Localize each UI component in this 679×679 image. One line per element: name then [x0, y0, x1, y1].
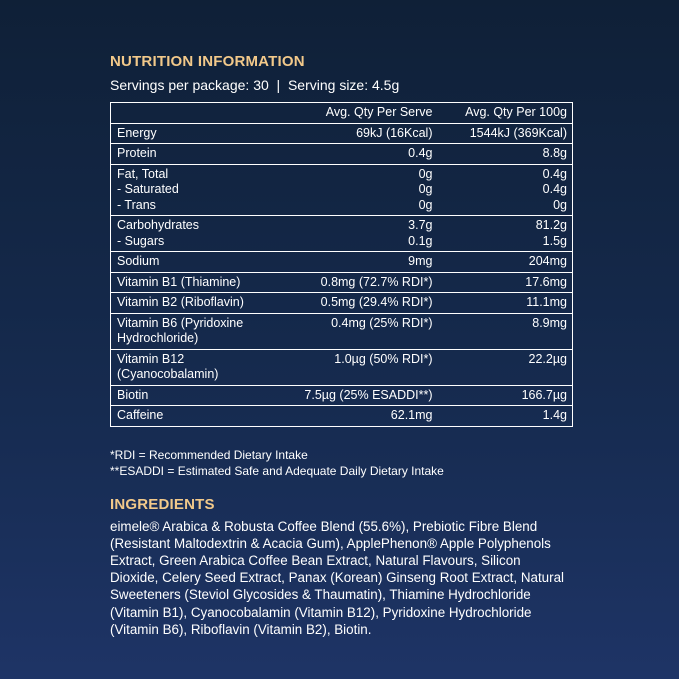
per-serve-value	[279, 406, 438, 427]
per-100g-value-line: 8.9mg	[532, 315, 567, 330]
nutrient-label	[111, 349, 279, 385]
per-100g-value	[438, 385, 573, 406]
per-100g-value-line: 0g	[553, 197, 567, 212]
per-serve-value-line: 9mg	[408, 254, 433, 268]
per-100g-value	[438, 216, 573, 252]
per-100g-value	[438, 144, 573, 165]
nutrition-panel	[110, 52, 572, 638]
nutrient-label-line: Vitamin B1 (Thiamine)	[117, 274, 241, 289]
nutrient-label-line: Protein	[117, 146, 157, 160]
per-100g-value	[438, 123, 573, 144]
per-100g-value	[438, 406, 573, 427]
per-serve-value-line: 0.4mg (25% RDI*)	[331, 315, 433, 330]
nutrient-label	[111, 293, 279, 314]
nutrient-label-line: Energy	[117, 125, 157, 140]
table-row	[111, 252, 573, 273]
per-serve-value	[279, 293, 438, 314]
footnote-esaddi: **ESADDI = Estimated Safe and Adequate Daily Dietary Intake	[110, 463, 444, 478]
per-100g-value-line: 0.4g	[542, 166, 567, 181]
nutrient-label-line: - Trans	[117, 197, 156, 212]
nutrient-label-line: Vitamin B6 (Pyridoxine	[117, 315, 244, 330]
per-serve-value	[279, 313, 438, 349]
nutrient-label	[111, 123, 279, 144]
nutrient-label	[111, 272, 279, 293]
nutrient-label	[111, 406, 279, 427]
table-row	[111, 349, 573, 385]
footnote-rdi: *RDI = Recommended Dietary Intake	[110, 447, 308, 462]
per-100g-value-line: 22.2µg	[528, 351, 567, 366]
table-row	[111, 293, 573, 314]
ingredients-title: INGREDIENTS	[110, 495, 215, 513]
per-serve-value-line: 0.8mg (72.7% RDI*)	[320, 274, 433, 289]
nutrient-label	[111, 385, 279, 406]
per-serve-value-line: 0.5mg (29.4% RDI*)	[320, 295, 433, 309]
per-serve-value	[279, 216, 438, 252]
per-100g-value	[438, 164, 573, 216]
per-100g-value	[438, 252, 573, 273]
table-row	[111, 123, 573, 144]
per-serve-value-line: 69kJ (16Kcal)	[356, 125, 433, 140]
per-100g-value	[438, 293, 573, 314]
nutrition-table	[110, 102, 573, 427]
per-100g-value-line: 11.1mg	[526, 295, 567, 309]
nutrient-label-line: - Sugars	[117, 233, 165, 248]
per-serve-value-line: 1.0µg (50% RDI*)	[334, 351, 433, 366]
nutrient-label	[111, 164, 279, 216]
nutrition-title: NUTRITION INFORMATION	[110, 53, 305, 70]
per-100g-value	[438, 272, 573, 293]
per-serve-value-line: 7.5µg (25% ESADDI**)	[304, 387, 433, 402]
nutrient-label-line: Vitamin B2 (Riboflavin)	[117, 295, 244, 309]
nutrient-label	[111, 252, 279, 273]
per-serve-value-line: 0.1g	[408, 233, 433, 248]
nutrient-label	[111, 144, 279, 165]
table-row	[111, 164, 573, 216]
table-row	[111, 272, 573, 293]
per-serve-value	[279, 385, 438, 406]
table-header-row	[111, 103, 573, 124]
per-100g-value-line: 8.8g	[542, 146, 567, 160]
table-row	[111, 385, 573, 406]
header-per-serve: Avg. Qty Per Serve	[279, 103, 438, 124]
table-row	[111, 144, 573, 165]
nutrient-label-line: (Cyanocobalamin)	[117, 367, 219, 381]
servings-line: Servings per package: 30 | Serving size: 4.5g	[110, 77, 400, 93]
nutrient-label-line: Hydrochloride)	[117, 331, 199, 345]
per-serve-value-line: 62.1mg	[390, 408, 433, 422]
nutrient-label-line: - Saturated	[117, 182, 179, 196]
header-per-100g: Avg. Qty Per 100g	[438, 103, 573, 124]
per-100g-value-line: 1.5g	[542, 233, 567, 248]
per-100g-value-line: 166.7µg	[521, 387, 567, 402]
table-row	[111, 313, 573, 349]
per-serve-value	[279, 272, 438, 293]
nutrient-label-line: Vitamin B12	[117, 351, 185, 366]
per-serve-value-line: 0.4g	[408, 146, 433, 160]
ingredients-text: eimele® Arabica & Robusta Coffee Blend (55.6%), Prebiotic Fibre Blend (Resistant Maltodextrin & Acacia Gum), ApplePhenon® Apple Polyphenols Extract, Green Arabica Coffee Bean Extract, Natural Flavours, Silicon Dioxide, Celery Seed Extract, Panax (Korean) Ginseng Root Extract, Natural Sweeteners (Steviol Glycosides & Thaumatin), Thiamine Hydrochloride (Vitamin B1), Cyanocobalamin (Vitamin B12), Pyridoxine Hydrochloride (Vitamin B6), Riboflavin (Vitamin B2), Biotin.	[110, 518, 565, 637]
per-100g-value	[438, 313, 573, 349]
per-100g-value-line: 0.4g	[542, 182, 567, 196]
per-serve-value-line: 0g	[418, 197, 433, 212]
per-serve-value	[279, 164, 438, 216]
per-serve-value	[279, 123, 438, 144]
per-100g-value	[438, 349, 573, 385]
per-100g-value-line: 17.6mg	[525, 274, 567, 289]
nutrient-label-line: Carbohydrates	[117, 218, 199, 232]
per-100g-value-line: 81.2g	[535, 218, 567, 232]
nutrient-label-line: Biotin	[117, 387, 149, 402]
per-serve-value-line: 0g	[418, 182, 433, 196]
per-serve-value-line: 3.7g	[408, 218, 433, 232]
header-nutrient	[111, 103, 279, 124]
per-serve-value	[279, 144, 438, 165]
nutrient-label-line: Caffeine	[117, 408, 164, 422]
per-serve-value	[279, 252, 438, 273]
per-serve-value	[279, 349, 438, 385]
nutrient-label	[111, 216, 279, 252]
per-serve-value-line: 0g	[418, 166, 433, 181]
table-row	[111, 406, 573, 427]
per-100g-value-line: 204mg	[528, 254, 567, 268]
per-100g-value-line: 1544kJ (369Kcal)	[469, 125, 567, 140]
per-100g-value-line: 1.4g	[542, 408, 567, 422]
footnotes	[110, 447, 572, 479]
table-row	[111, 216, 573, 252]
nutrient-label-line: Fat, Total	[117, 166, 169, 181]
nutrient-label	[111, 313, 279, 349]
nutrient-label-line: Sodium	[117, 254, 160, 268]
